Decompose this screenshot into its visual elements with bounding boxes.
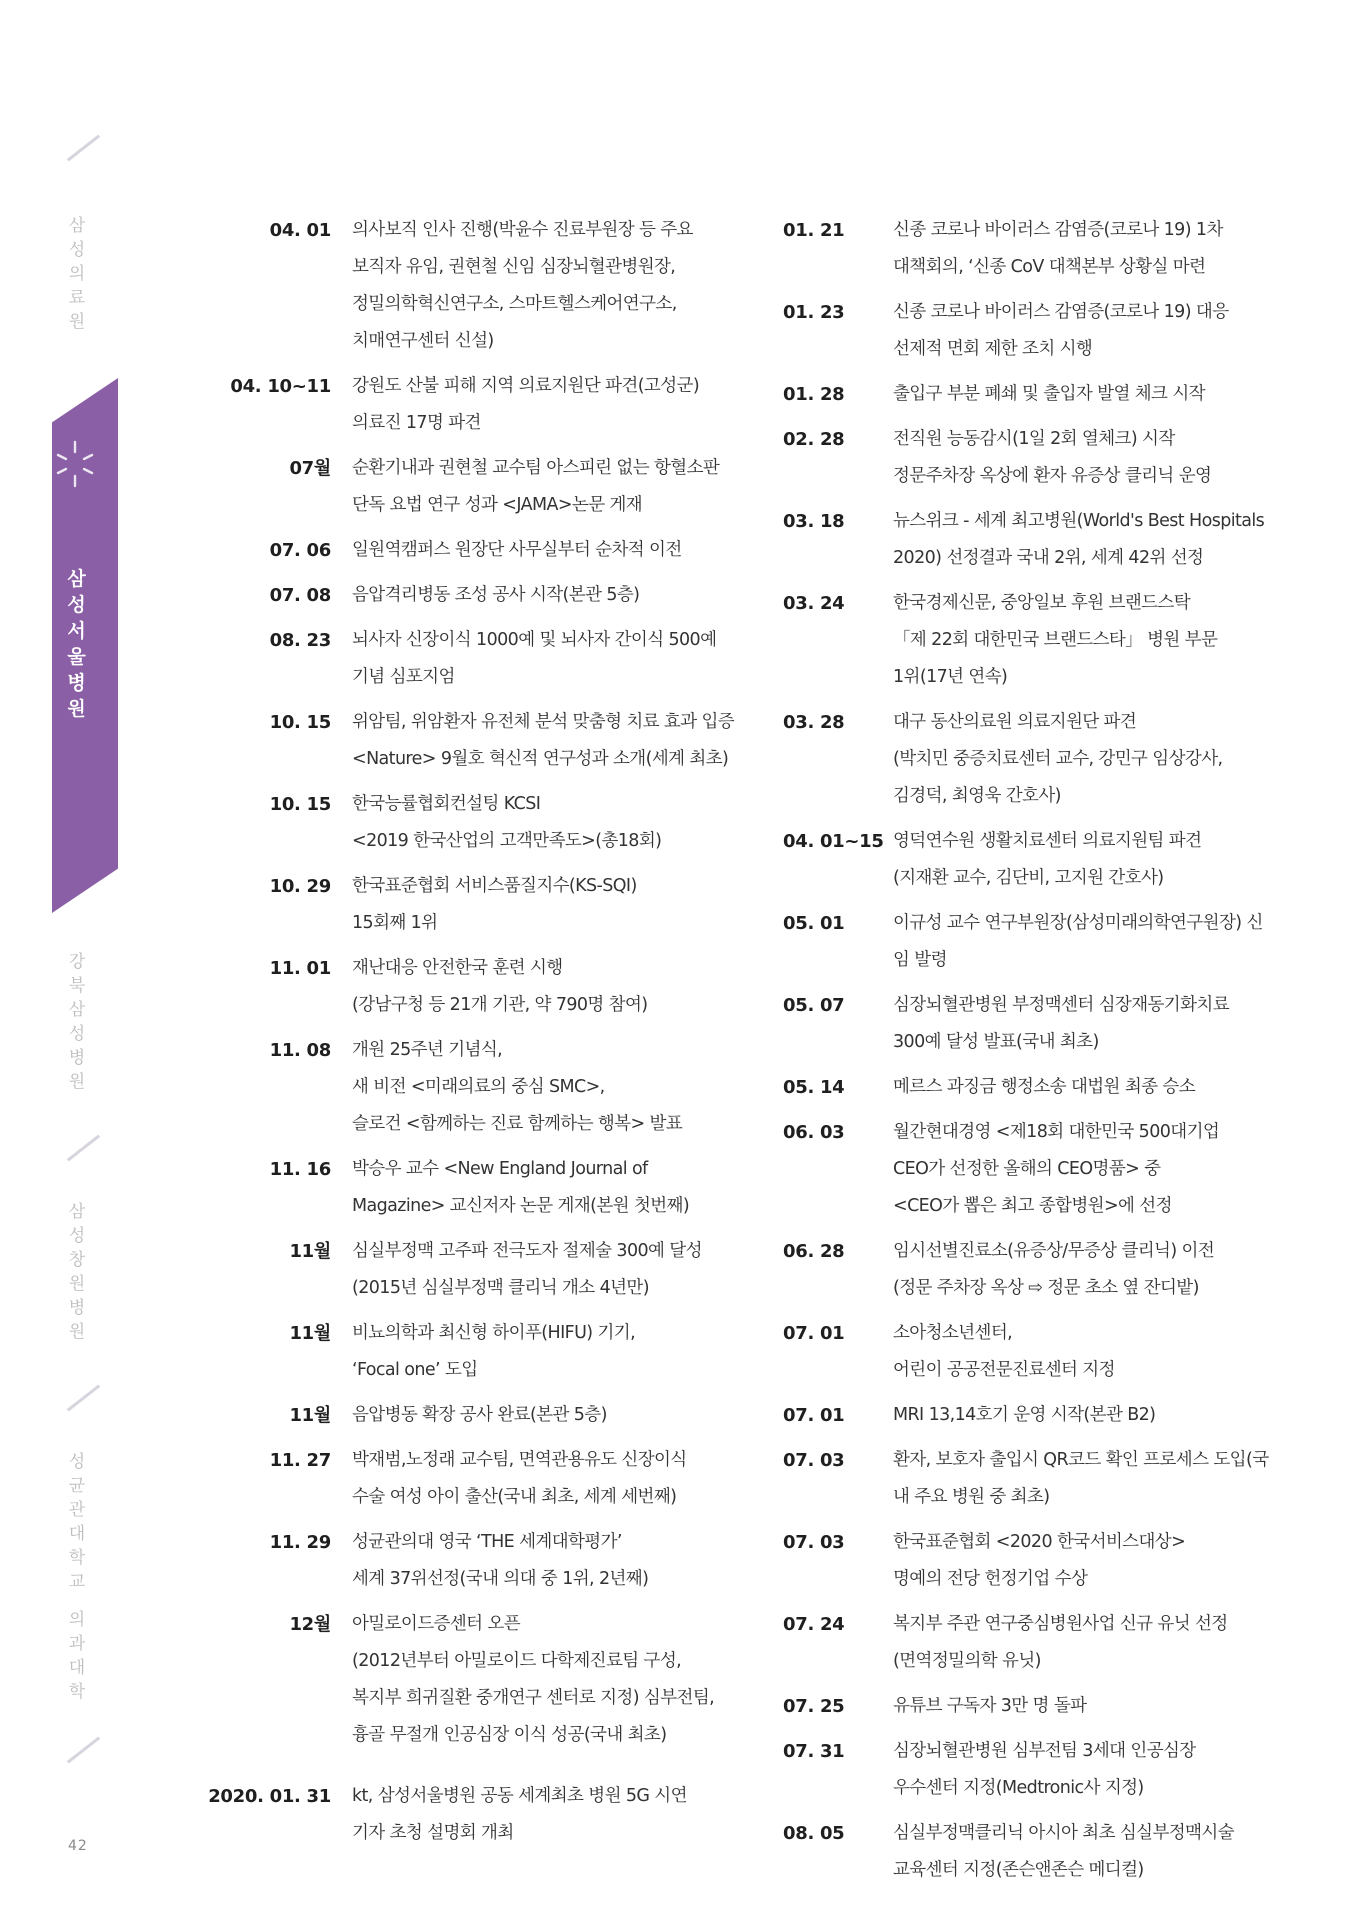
entry-line: 박승우 교수 <New England Journal of [352,1159,648,1179]
entry-description [856,1233,1303,1307]
timeline-entry [783,1524,1303,1598]
entry-line: 15회째 1위 [352,913,438,933]
timeline-entry [783,376,1303,413]
entry-line: 복지부 희귀질환 중개연구 센터로 지정) 심부전팀, [352,1688,715,1708]
timeline-left-column [190,212,750,1860]
sidebar-char: 성 [68,240,86,260]
entry-line: 메르스 과징금 행정소송 대법원 최종 승소 [893,1077,1195,1097]
sidebar-char: 원 [68,312,86,332]
entry-date: 07월 [289,458,331,479]
sidebar-char: 균 [68,1476,86,1496]
entry-line: 2020) 선정결과 국내 2위, 세계 42위 선정 [893,548,1204,568]
entry-line: 월간현대경영 <제18회 대한민국 500대기업 [893,1122,1220,1142]
sidebar-char: 성 [68,1024,86,1044]
entry-line: (지재환 교수, 김단비, 고지원 간호사) [893,868,1164,888]
entry-description [856,376,1303,413]
entry-line: 명예의 전당 헌정기업 수상 [893,1569,1088,1589]
entry-line: 「제 22회 대한민국 브랜드스타」 병원 부문 [893,630,1218,650]
entry-line: 이규성 교수 연구부원장(삼성미래의학연구원장) 신 [893,913,1263,933]
sidebar-char: 삼 [68,216,86,236]
entry-line: 의료진 17명 파견 [352,413,481,433]
sidebar-char: 병 [68,1048,86,1068]
timeline-entry [783,704,1303,815]
entry-line: 강원도 산불 피해 지역 의료지원단 파견(고성군) [352,376,700,396]
entry-description [856,294,1303,368]
timeline-entry [190,622,750,696]
entry-line: 신종 코로나 바이러스 감염증(코로나 19) 1차 [893,220,1223,240]
sidebar-char: 원 [67,698,86,720]
timeline-entry [190,1151,750,1225]
sidebar-char: 대 [68,1524,86,1544]
sidebar-char: 과 [68,1634,86,1654]
timeline-entry [783,1442,1303,1516]
entry-line: CEO가 선정한 올해의 CEO명품> 중 [893,1159,1161,1179]
entry-date: 07. 06 [269,540,331,561]
entry-line: 음압병동 확장 공사 완료(본관 5층) [352,1405,607,1425]
entry-date: 11. 27 [269,1450,331,1471]
sidebar-char: 학 [68,1682,86,1702]
entry-line: 한국표준협회 서비스품질지수(KS-SQI) [352,876,637,896]
timeline-entry [783,1114,1303,1225]
entry-date: 06. 03 [783,1122,845,1143]
entry-line: 세계 37위선정(국내 의대 중 1위, 2년째) [352,1569,649,1589]
timeline-entry [783,1069,1303,1106]
sidebar-char: 학 [68,1548,86,1568]
entry-line: 박재범,노정래 교수팀, 면역관용유도 신장이식 [352,1450,687,1470]
entry-date: 01. 23 [783,302,845,323]
timeline-entry [190,1606,750,1754]
entry-line: 1위(17년 연속) [893,667,1008,687]
entry-line: 신종 코로나 바이러스 감염증(코로나 19) 대응 [893,302,1229,322]
entry-line: 치매연구센터 신설) [352,331,494,351]
sidebar-char: 원 [68,1274,86,1294]
entry-line: 임 발령 [893,950,947,970]
entry-date: 11월 [289,1323,331,1344]
entry-line: 순환기내과 권현철 교수팀 아스피린 없는 항혈소판 [352,458,720,478]
entry-date: 11. 01 [269,958,331,979]
entry-line: 일원역캠퍼스 원장단 사무실부터 순차적 이전 [352,540,682,560]
entry-line: 수술 여성 아이 출산(국내 최초, 세계 세번째) [352,1487,677,1507]
entry-description [331,868,750,942]
entry-line: (강남구청 등 21개 기관, 약 790명 참여) [352,995,648,1015]
timeline-entry [190,1778,750,1852]
entry-line: 심장뇌혈관병원 부정맥센터 심장재동기화치료 [893,995,1230,1015]
entry-line: 개원 25주년 기념식, [352,1040,503,1060]
entry-line: (정문 주차장 옥상 ⇨ 정문 초소 옆 잔디밭) [893,1278,1199,1298]
sidebar-char: 병 [68,1298,86,1318]
entry-date: 05. 01 [783,913,845,934]
entry-date: 04. 01 [269,220,331,241]
entry-description [331,1397,750,1434]
entry-date: 10. 15 [269,794,331,815]
entry-line: 출입구 부분 폐쇄 및 출입자 발열 체크 시작 [893,384,1205,404]
entry-description [331,532,750,569]
sidebar-char: 성 [68,1452,86,1472]
entry-date: 10. 29 [269,876,331,897]
entry-date: 11. 29 [269,1532,331,1553]
entry-line: 성균관의대 영국 ‘THE 세계대학평가’ [352,1532,622,1552]
timeline-entry [783,421,1303,495]
entry-description [331,1233,750,1307]
entry-description [856,585,1303,696]
timeline-entry [190,1397,750,1434]
entry-line: <CEO가 뽑은 최고 종합병원>에 선정 [893,1196,1172,1216]
entry-line: (박치민 중증치료센터 교수, 강민구 임상강사, [893,749,1223,769]
entry-line: 음압격리병동 조성 공사 시작(본관 5층) [352,585,640,605]
sidebar-char: 의 [68,1610,86,1630]
sidebar-char: 의 [68,264,86,284]
entry-date: 07. 08 [269,585,331,606]
timeline-entry [783,585,1303,696]
entry-date: 2020. 01. 31 [208,1786,331,1807]
entry-description [856,1606,1303,1680]
entry-date: 12월 [289,1614,331,1635]
entry-line: 정밀의학혁신연구소, 스마트헬스케어연구소, [352,294,677,314]
entry-date: 03. 24 [783,593,845,614]
entry-date: 10. 15 [269,712,331,733]
timeline-entry [783,294,1303,368]
entry-date: 07. 24 [783,1614,845,1635]
entry-description [856,1315,1303,1389]
entry-description [856,1688,1303,1725]
entry-date: 05. 14 [783,1077,845,1098]
sidebar-char: 원 [68,1322,86,1342]
timeline-entry [783,987,1303,1061]
sidebar-char [65,1594,89,1608]
sidebar-char: 원 [68,1072,86,1092]
entry-date: 05. 07 [783,995,845,1016]
entry-line: 단독 요법 연구 성과 <JAMA>논문 게재 [352,495,643,515]
entry-description [856,1114,1303,1225]
timeline-entry [783,905,1303,979]
entry-description [331,1315,750,1389]
timeline-entry [190,212,750,360]
sidebar-char: 성 [68,1226,86,1246]
sidebar-char: 울 [67,646,86,668]
entry-description [856,823,1303,897]
entry-description [331,1524,750,1598]
entry-date: 03. 18 [783,511,845,532]
entry-line: 슬로건 <함께하는 진료 함께하는 행복> 발표 [352,1114,683,1134]
sidebar-char: 성 [67,594,86,616]
entry-line: 전직원 능동감시(1일 2회 열체크) 시작 [893,429,1175,449]
entry-line: 심실부정맥클리닉 아시아 최초 심실부정맥시술 [893,1823,1234,1843]
entry-date: 11월 [289,1405,331,1426]
entry-date: 11. 16 [269,1159,331,1180]
entry-line: 소아청소년센터, [893,1323,1013,1343]
entry-description [856,421,1303,495]
entry-line: 한국표준협회 <2020 한국서비스대상> [893,1532,1186,1552]
entry-description [331,450,750,524]
sidebar-char: 강 [68,952,86,972]
entry-description [331,1606,750,1754]
sidebar-char: 병 [67,672,86,694]
timeline-entry [783,1733,1303,1807]
entry-description [331,786,750,860]
timeline-entry [190,532,750,569]
entry-description [856,1397,1303,1434]
sidebar-char: 삼 [68,1000,86,1020]
entry-description [331,950,750,1024]
timeline-entry [190,1233,750,1307]
divider-slash [67,1135,100,1162]
timeline-entry [190,950,750,1024]
entry-date: 07. 25 [783,1696,845,1717]
entry-line: 의사보직 인사 진행(박윤수 진료부원장 등 주요 [352,220,693,240]
sidebar-char: 료 [68,288,86,308]
entry-line: 뉴스위크 - 세계 최고병원(World's Best Hospitals [893,511,1265,531]
entry-line: 뇌사자 신장이식 1000예 및 뇌사자 간이식 500예 [352,630,717,650]
entry-date: 08. 23 [269,630,331,651]
entry-line: 우수센터 지정(Medtronic사 지정) [893,1778,1144,1798]
entry-description [856,1733,1303,1807]
entry-line: 김경덕, 최영욱 간호사) [893,786,1061,806]
entry-description [331,1442,750,1516]
entry-description [331,1778,750,1852]
entry-line: 기념 심포지엄 [352,667,455,687]
timeline-entry [190,786,750,860]
entry-line: 선제적 면회 제한 조치 시행 [893,339,1093,359]
timeline-entry [783,1815,1303,1889]
entry-description [856,1442,1303,1516]
entry-description [856,1524,1303,1598]
entry-line: 정문주차장 옥상에 환자 유증상 클리닉 운영 [893,466,1212,486]
divider-slash [67,135,100,162]
timeline-entry [190,577,750,614]
entry-description [856,704,1303,815]
entry-line: 유튜브 구독자 3만 명 돌파 [893,1696,1087,1716]
timeline-entry [783,1688,1303,1725]
entry-date: 01. 28 [783,384,845,405]
entry-line: (2015년 심실부정맥 클리닉 개소 4년만) [352,1278,649,1298]
entry-line: 심실부정맥 고주파 전극도자 절제술 300예 달성 [352,1241,702,1261]
entry-line: 대책회의, ‘신종 CoV 대책본부 상황실 마련 [893,257,1206,277]
entry-date: 03. 28 [783,712,845,733]
entry-description [856,1069,1303,1106]
timeline-entry [190,450,750,524]
sidebar-char: 북 [68,976,86,996]
entry-date: 02. 28 [783,429,845,450]
entry-line: MRI 13,14호기 운영 시작(본관 B2) [893,1405,1156,1425]
entry-line: 어린이 공공전문진료센터 지정 [893,1360,1115,1380]
entry-date: 07. 03 [783,1450,845,1471]
entry-date: 11. 08 [269,1040,331,1061]
entry-description [331,368,750,442]
entry-description [331,704,750,778]
entry-line: 환자, 보호자 출입시 QR코드 확인 프로세스 도입(국 [893,1450,1269,1470]
entry-line: 임시선별진료소(유증상/무증상 클리닉) 이전 [893,1241,1215,1261]
entry-date: 04. 10~11 [230,376,331,397]
entry-line: 대구 동산의료원 의료지원단 파견 [893,712,1137,732]
divider-slash [67,1385,100,1412]
entry-line: (면역정밀의학 유닛) [893,1651,1041,1671]
timeline-right-column [783,212,1303,1897]
entry-description [856,212,1303,286]
timeline-entry [783,503,1303,577]
entry-line: 한국능률협회컨설팅 KCSI [352,794,541,814]
timeline-entry [783,1606,1303,1680]
entry-date: 06. 28 [783,1241,845,1262]
entry-description [331,577,750,614]
entry-line: 300예 달성 발표(국내 최초) [893,1032,1099,1052]
entry-date: 07. 31 [783,1741,845,1762]
entry-date: 07. 03 [783,1532,845,1553]
entry-description [331,1032,750,1143]
sidebar-char: 창 [68,1250,86,1270]
timeline-entry [783,823,1303,897]
entry-line: 새 비전 <미래의료의 중심 SMC>, [352,1077,605,1097]
sidebar-char: 삼 [67,568,86,590]
entry-date: 07. 01 [783,1323,845,1344]
timeline-entry [783,1233,1303,1307]
entry-line: <Nature> 9월호 혁신적 연구성과 소개(세계 최초) [352,749,729,769]
entry-line: 심장뇌혈관병원 심부전팀 3세대 인공심장 [893,1741,1196,1761]
entry-date: 04. 01~15 [783,831,884,852]
entry-description [856,1815,1303,1889]
entry-line: 보직자 유임, 권현철 신임 심장뇌혈관병원장, [352,257,676,277]
timeline-entry [190,1524,750,1598]
timeline-entry [190,704,750,778]
entry-line: 영덕연수원 생활치료센터 의료지원팀 파견 [893,831,1202,851]
entry-line: 위암팀, 위암환자 유전체 분석 맞춤형 치료 효과 입증 [352,712,735,732]
timeline-entry [783,1315,1303,1389]
entry-description [331,622,750,696]
entry-line: 비뇨의학과 최신형 하이푸(HIFU) 기기, [352,1323,636,1343]
entry-line: Magazine> 교신저자 논문 게재(본원 첫번째) [352,1196,690,1216]
sidebar-char: 관 [68,1500,86,1520]
timeline-entry [190,1032,750,1143]
timeline-entry [190,1442,750,1516]
entry-line: 복지부 주관 연구중심병원사업 신규 유닛 선정 [893,1614,1228,1634]
entry-line: kt, 삼성서울병원 공동 세계최초 병원 5G 시연 [352,1786,687,1806]
entry-date: 01. 21 [783,220,845,241]
entry-line: (2012년부터 아밀로이드 다학제진료팀 구성, [352,1651,682,1671]
sidebar-char: 교 [68,1572,86,1592]
entry-date: 08. 05 [783,1823,845,1844]
entry-line: 교육센터 지정(존슨앤존슨 메디컬) [893,1860,1144,1880]
entry-line: 기자 초청 설명회 개최 [352,1823,514,1843]
page-number: 42 [68,1838,88,1854]
sidebar-char: 서 [67,620,86,642]
timeline-entry [190,1315,750,1389]
sidebar-char: 대 [68,1658,86,1678]
divider-slash [67,1737,100,1764]
entry-date: 07. 01 [783,1405,845,1426]
entry-description [856,987,1303,1061]
entry-date: 11월 [289,1241,331,1262]
entry-line: 아밀로이드증센터 오픈 [352,1614,521,1634]
entry-line: <2019 한국산업의 고객만족도>(총18회) [352,831,662,851]
entry-description [331,212,750,360]
timeline-entry [190,368,750,442]
entry-line: ‘Focal one’ 도입 [352,1360,478,1380]
entry-description [331,1151,750,1225]
entry-line: 한국경제신문, 중앙일보 후원 브랜드스탁 [893,593,1191,613]
entry-line: 재난대응 안전한국 훈련 시행 [352,958,563,978]
entry-line: 내 주요 병원 중 최초) [893,1487,1050,1507]
timeline-entry [783,1397,1303,1434]
timeline-entry [190,868,750,942]
entry-description [856,905,1303,979]
sidebar-char: 삼 [68,1202,86,1222]
sun-burst-icon [55,440,95,488]
entry-description [856,503,1303,577]
timeline-entry [783,212,1303,286]
entry-line: 흉골 무절개 인공심장 이식 성공(국내 최초) [352,1725,667,1745]
